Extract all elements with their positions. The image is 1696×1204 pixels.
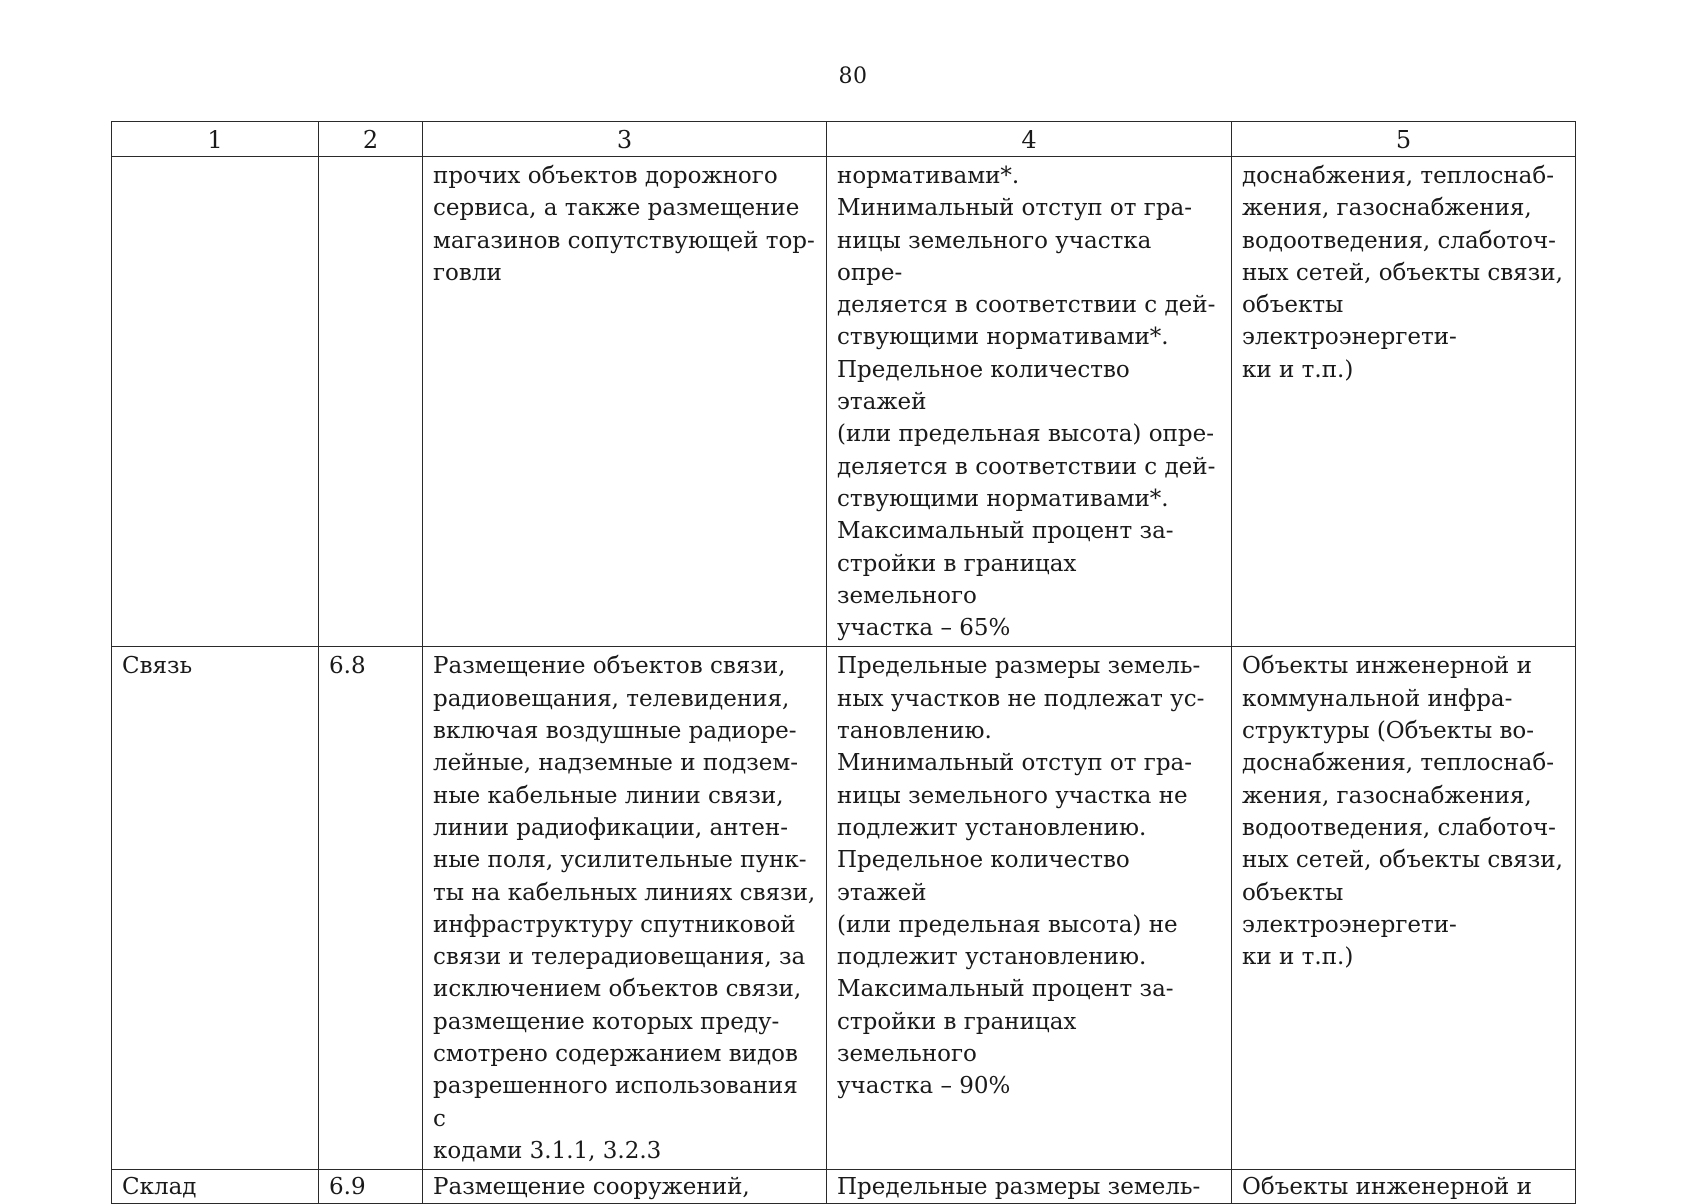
cell-text: Предельные размеры земель- ных участков не подлежат ус- тановлению. Минимальный отступ от гра- ницы земельного участка не подлежит установлению. Предельное количество этажей (или предельная высота) не подлежит установлению. Максимальный процент за- стройки в границах земельного участка – 90% (837, 653, 1205, 1100)
cell-text: доснабжения, теплоснаб- жения, газоснабжения, водоотведения, слаботоч- ных сетей, объекты связи, объекты электроэнергети- ки и т.п.) (1242, 163, 1563, 383)
cell-text: 6.9 (329, 1174, 366, 1201)
cell-text: прочих объектов дорожного сервиса, а также размещение магазинов сопутствующей тор- говли (433, 163, 815, 286)
cell-text: Склад (122, 1174, 197, 1201)
cell-text: Объекты инженерной и (1242, 1174, 1532, 1201)
cell-parameters (827, 647, 1232, 1170)
cell-text: Связь (122, 653, 193, 680)
column-header-5: 5 (1232, 122, 1576, 157)
page-number: 80 (838, 64, 868, 89)
cell-use-description (423, 157, 827, 647)
cell-use-code (319, 647, 423, 1170)
cell-infrastructure (1232, 647, 1576, 1170)
table-row-svyaz (112, 647, 1576, 1170)
column-header-1: 1 (112, 122, 319, 157)
cell-use-description (423, 647, 827, 1170)
table-header-row (112, 122, 1576, 157)
cell-parameters (827, 1170, 1232, 1204)
cell-text: Объекты инженерной и коммунальной инфра- структуры (Объекты во- доснабжения, теплоснаб- жения, газоснабжения, водоотведения, слаботоч- ных сетей, объекты связи, объекты электроэнергети- ки и т.п.) (1242, 653, 1563, 971)
table-row-sklad (112, 1170, 1576, 1204)
cell-text: нормативами*. Минимальный отступ от гра- ницы земельного участка опре- деляется в соответствии с дей- ствующими нормативами*. Предельное количество этажей (или предельная высота) опре- деляется в соответствии с дей- ствующими нормативами*. Максимальный процент за- стройки в границах земельного участка – 65% (837, 163, 1216, 642)
land-use-table (111, 121, 1576, 1204)
cell-infrastructure (1232, 157, 1576, 647)
cell-use-code (319, 157, 423, 647)
cell-use-name (112, 1170, 319, 1204)
column-header-2: 2 (319, 122, 423, 157)
column-header-4: 4 (827, 122, 1232, 157)
cell-parameters (827, 157, 1232, 647)
column-header-3: 3 (423, 122, 827, 157)
cell-use-name (112, 157, 319, 647)
cell-use-name (112, 647, 319, 1170)
cell-infrastructure (1232, 1170, 1576, 1204)
cell-use-description (423, 1170, 827, 1204)
cell-text: 6.8 (329, 653, 366, 680)
cell-use-code (319, 1170, 423, 1204)
cell-text: Размещение сооружений, (433, 1174, 750, 1201)
cell-text: Предельные размеры земель- (837, 1174, 1201, 1201)
table-row-continuation (112, 157, 1576, 647)
cell-text: Размещение объектов связи, радиовещания, телевидения, включая воздушные радиоре- лейные, надземные и подзем- ные кабельные линии связи, линии радиофикации, антен- ные поля, усилительные пунк- ты на кабельных линиях связи, инфраструктуру спутниковой связи и телерадиовещания, за исключением объектов связи, размещение которых преду- смотрено содержанием видов разрешенного использования с кодами 3.1.1, 3.2.3 (433, 653, 816, 1164)
